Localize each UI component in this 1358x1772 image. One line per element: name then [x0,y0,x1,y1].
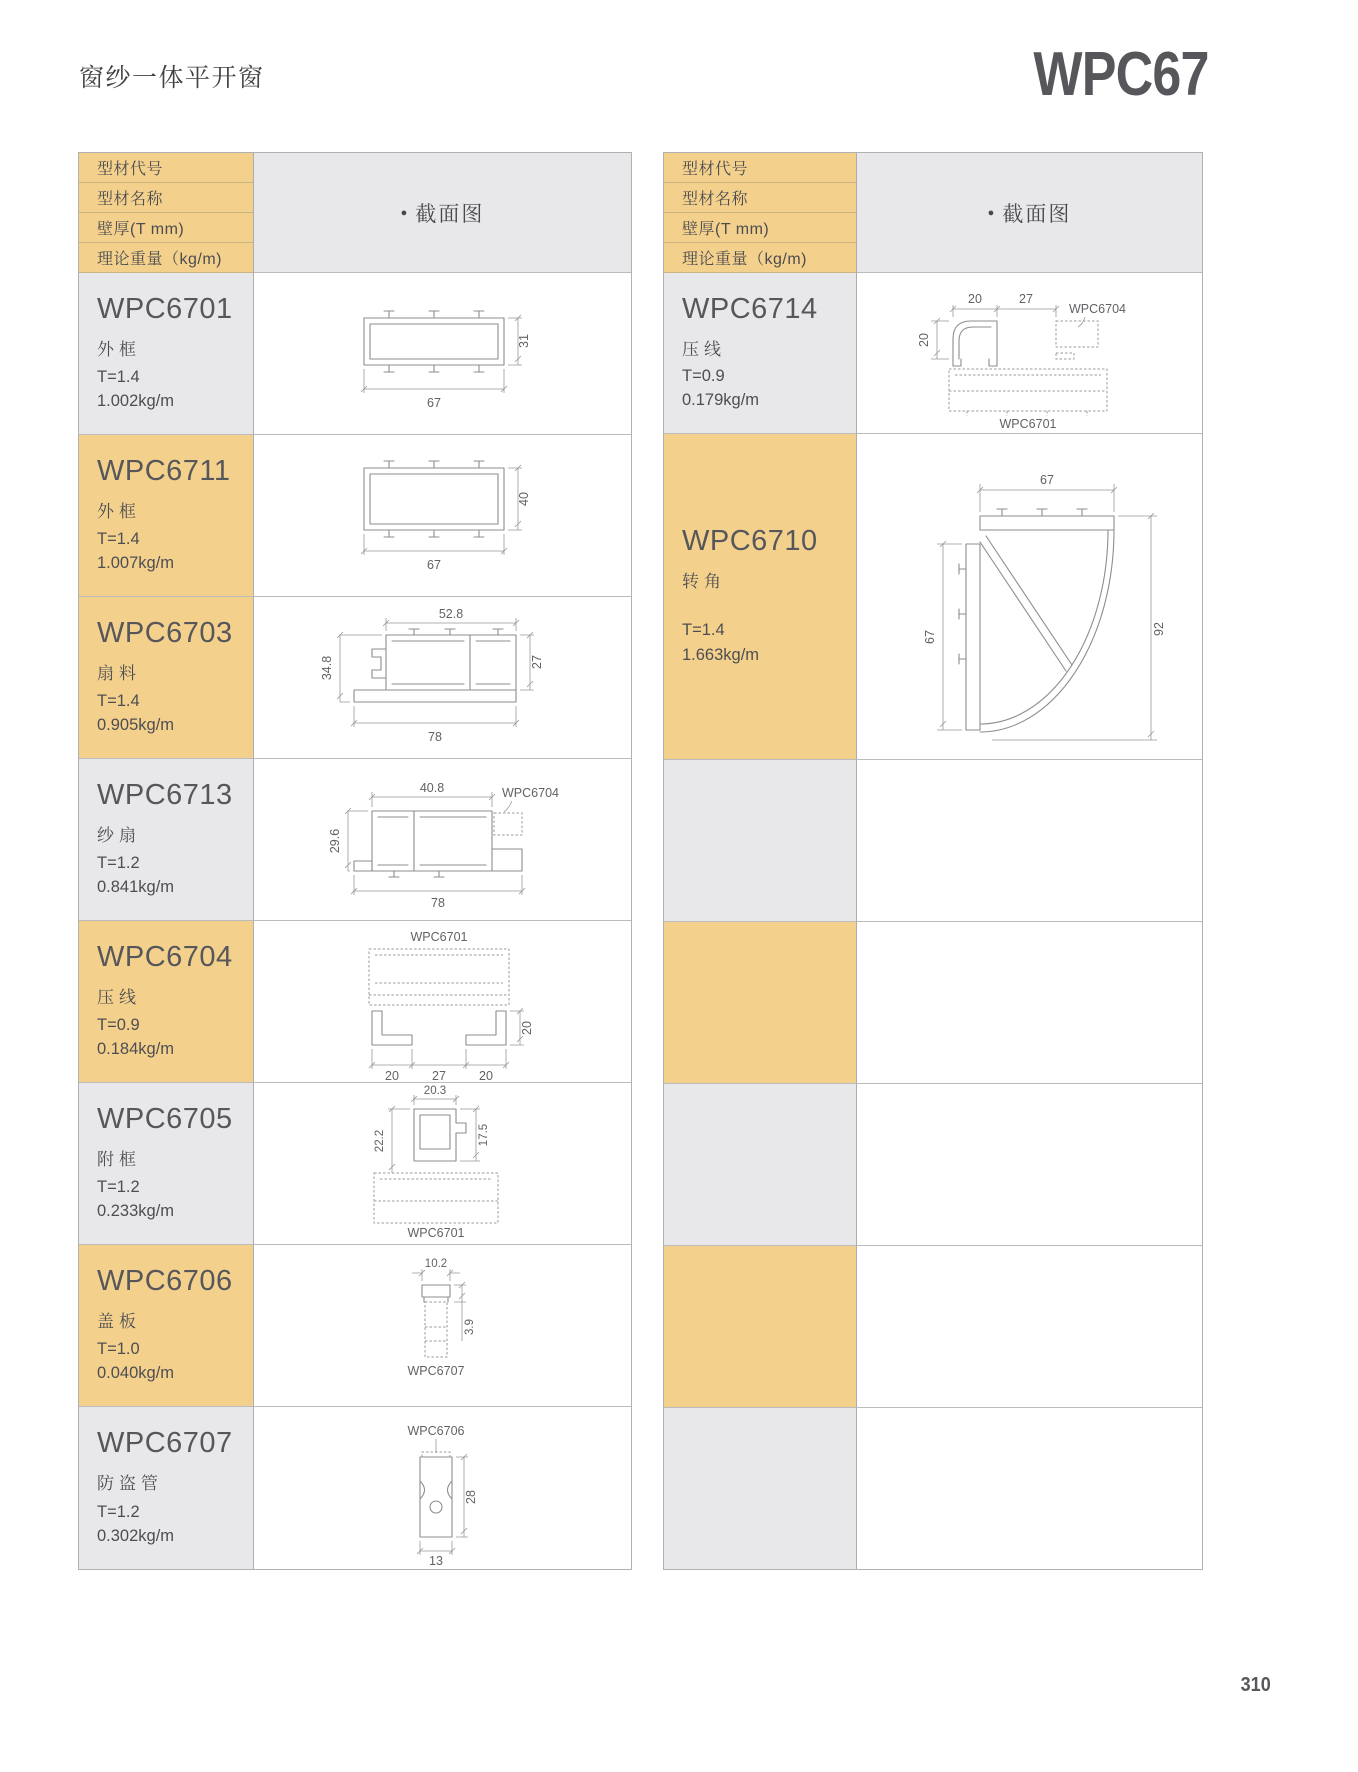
bullet-icon: ● [400,206,408,219]
ref-label: WPC6704 [502,786,559,800]
dim-label: 92 [1152,622,1166,636]
profile-thickness: T=1.2 [97,1177,140,1196]
profile-name: 扇料 [97,664,141,683]
dim-label: 29.6 [328,828,342,854]
profile-code: WPC6714 [682,293,818,325]
header-label: 理论重量（kg/m) [97,251,223,268]
dim-label: 13 [429,1554,443,1568]
profile-thickness: T=1.2 [97,1502,140,1521]
profile-cell-wpc6703 [79,597,254,759]
profile-thickness: T=1.4 [97,367,140,386]
header-label: 壁厚(T mm) [682,221,770,238]
ref-label: WPC6701 [410,930,468,944]
dim-label: 20 [968,292,982,306]
header-profile-code [79,153,254,183]
profile-code: WPC6701 [97,293,233,325]
profile-weight: 1.002kg/m [97,392,175,411]
dim-label: 22.2 [374,1129,386,1153]
diagram-cell-wpc6704 [254,921,631,1083]
cross-section-wpc6701 [254,273,631,434]
section-view-label: 截面图 [415,202,485,226]
profile-table-right [663,152,1203,1570]
empty-profile-cell [664,1246,857,1408]
profile-thickness: T=1.4 [682,621,725,640]
profile-thickness: T=1.4 [97,691,140,710]
profile-code: WPC6710 [682,525,818,558]
dim-label: 10.2 [424,1258,448,1270]
cross-section-wpc6713 [254,759,631,920]
profile-weight: 0.905kg/m [97,716,175,735]
profile-name: 防盗管 [97,1474,163,1493]
profile-cell-wpc6706 [79,1245,254,1407]
profile-name: 外框 [97,340,141,359]
ref-label: WPC6704 [1069,302,1126,316]
profile-code: WPC6706 [97,1265,233,1297]
dim-label: 20 [917,333,931,347]
diagram-cell-wpc6711 [254,435,631,597]
profile-thickness: T=1.0 [97,1339,140,1358]
diagram-cell-wpc6703 [254,597,631,759]
profile-cell-wpc6707 [79,1407,254,1569]
profile-name: 压线 [97,988,141,1007]
header-label: 型材代号 [682,161,749,178]
section-view-label: 截面图 [1002,202,1072,226]
profile-thickness: T=1.4 [97,529,140,548]
profile-thickness: T=0.9 [682,366,725,385]
dim-label: 34.8 [320,655,334,681]
cross-section-wpc6703 [254,597,631,758]
profile-weight: 0.040kg/m [97,1364,175,1383]
profile-cell-wpc6704 [79,921,254,1083]
cross-section-wpc6714 [857,273,1202,433]
profile-cell-wpc6705 [79,1083,254,1245]
dim-label: 17.5 [478,1123,490,1147]
dim-label: 67 [923,630,937,644]
dim-label: 40.8 [419,781,445,795]
profile-cell-wpc6710 [664,434,857,760]
dim-label: 28 [464,1490,478,1504]
profile-code: WPC6705 [97,1103,233,1135]
profile-table-left [78,152,632,1570]
cross-section-wpc6704 [254,921,631,1082]
profile-name: 盖板 [97,1312,141,1331]
dim-label: 27 [432,1069,446,1082]
empty-diagram-cell [857,1246,1202,1408]
profile-name: 转角 [682,572,726,592]
profile-name: 附框 [97,1150,141,1169]
profile-weight: 1.007kg/m [97,554,175,573]
empty-diagram-cell [857,922,1202,1084]
empty-diagram-cell [857,1408,1202,1569]
dim-label: 20 [385,1069,399,1082]
cross-section-wpc6707 [254,1407,631,1568]
diagram-cell-wpc6710 [857,434,1202,760]
empty-profile-cell [664,1084,857,1246]
header-wall-thickness [79,213,254,243]
header-label: 型材代号 [97,161,164,178]
diagram-cell-wpc6714 [857,273,1202,434]
header-label: 型材名称 [682,191,749,208]
cross-section-wpc6710 [857,434,1202,759]
header-profile-code [664,153,857,183]
diagram-cell-wpc6705 [254,1083,631,1245]
empty-diagram-cell [857,760,1202,922]
empty-diagram-cell [857,1084,1202,1246]
profile-weight: 0.233kg/m [97,1202,175,1221]
header-label: 型材名称 [97,191,164,208]
page-title: 窗纱一体平开窗 [79,64,265,92]
dim-label: 27 [530,655,544,669]
ref-label: WPC6701 [407,1226,465,1240]
header-theoretical-weight [79,243,254,273]
profile-weight: 0.179kg/m [682,391,760,410]
page-number: 310 [1240,1674,1271,1696]
diagram-cell-wpc6713 [254,759,631,921]
dim-label: 20 [479,1069,493,1082]
dim-label: 27 [1019,292,1033,306]
profile-weight: 1.663kg/m [682,646,760,664]
header-profile-name [79,183,254,213]
profile-code: WPC6713 [97,779,233,811]
profile-code: WPC6703 [97,617,233,649]
dim-label: 20.3 [423,1085,447,1097]
profile-thickness: T=1.2 [97,853,140,872]
ref-label: WPC6701 [999,417,1057,431]
dim-label: 67 [427,396,441,410]
header-label: 壁厚(T mm) [97,221,185,238]
dim-label: 31 [517,334,531,348]
dim-label: 3.9 [464,1319,476,1335]
header-wall-thickness [664,213,857,243]
diagram-cell-wpc6701 [254,273,631,435]
profile-cell-wpc6701 [79,273,254,435]
cross-section-wpc6706 [254,1245,631,1406]
profile-cell-wpc6713 [79,759,254,921]
empty-profile-cell [664,922,857,1084]
header-label: 理论重量（kg/m) [682,251,808,268]
profile-weight: 0.184kg/m [97,1040,175,1059]
header-theoretical-weight [664,243,857,273]
cross-section-wpc6711 [254,435,631,596]
profile-code: WPC6704 [97,941,233,973]
profile-code: WPC6707 [97,1427,233,1459]
bullet-icon: ● [987,206,995,219]
dim-label: 67 [1040,473,1054,487]
dim-label: 78 [428,730,442,744]
profile-cell-wpc6711 [79,435,254,597]
profile-cell-wpc6714 [664,273,857,434]
profile-weight: 0.841kg/m [97,878,175,897]
dim-label: 67 [427,558,441,572]
empty-profile-cell [664,760,857,922]
cross-section-wpc6705 [254,1083,631,1244]
ref-label: WPC6707 [407,1364,465,1378]
diagram-cell-wpc6706 [254,1245,631,1407]
header-profile-name [664,183,857,213]
dim-label: 20 [520,1021,534,1035]
dim-label: 52.8 [438,607,464,621]
profile-name: 外框 [97,502,141,521]
dim-label: 40 [517,492,531,506]
dim-label: 78 [431,896,445,910]
profile-thickness: T=0.9 [97,1015,140,1034]
header-section-view [857,153,1202,273]
profile-name: 压线 [682,340,726,359]
profile-code: WPC6711 [97,455,231,487]
diagram-cell-wpc6707 [254,1407,631,1569]
ref-label: WPC6706 [407,1424,465,1438]
header-section-view [254,153,631,273]
profile-weight: 0.302kg/m [97,1527,175,1546]
profile-name: 纱扇 [97,826,141,845]
series-title: WPC67 [1033,40,1209,109]
empty-profile-cell [664,1408,857,1569]
